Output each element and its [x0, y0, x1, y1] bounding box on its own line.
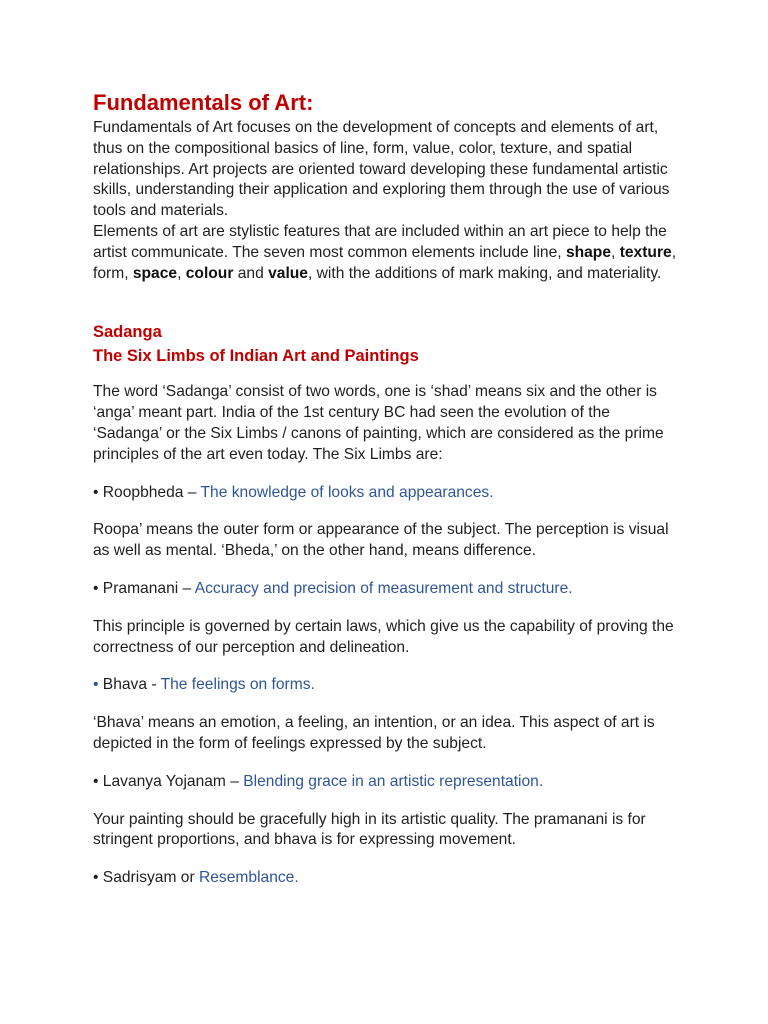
limb-meaning: Resemblance. [199, 869, 299, 887]
limb-separator: or [176, 869, 199, 887]
limb-item-lavanya-yojanam [93, 772, 683, 793]
elements-text-start: Elements of art are stylistic features that are included within an art piece to help the artist communicate. The seven most common elements include line, [93, 222, 667, 261]
limb-description-pramanani: This principle is governed by certain laws, which give us the capability of proving the correctness of our perception and delineation. [93, 617, 674, 656]
limb-description-bhava: ‘Bhava’ means an emotion, a feeling, an intention, or an idea. This aspect of art is depicted in the form of feelings expressed by the subject. [93, 714, 655, 752]
value-term: value [268, 264, 308, 282]
colour-term: colour [185, 264, 234, 282]
limb-name: Pramanani [102, 579, 179, 597]
intro-paragraph-1: Fundamentals of Art focuses on the development of concepts and elements of art, thus on the compositional basics of line, form, value, color, texture, and spatial relationships. Art projects are oriented toward developing these fundamental artistic skills, understanding their application and exploring them through the use of various tools and materials. [93, 119, 670, 220]
bullet: • [93, 483, 103, 501]
limb-meaning: Accuracy and precision of measurement and structure. [194, 579, 573, 597]
limb-item-bhava [93, 675, 683, 696]
limb-separator: - [147, 676, 161, 694]
limb-name: Bhava [102, 676, 148, 694]
limb-item-sadrisyam [93, 868, 683, 889]
sadanga-intro-paragraph: The word ‘Sadanga’ consist of two words, one is ‘shad’ means six and the other is ‘anga’ meant part. India of the 1st century BC had seen the evolution of the ‘Sadanga’ or the Six Limbs / canons of painting, which are considered as the prime principles of the art even today. The Six Limbs are: [93, 383, 664, 463]
bullet: • [93, 869, 103, 887]
section-heading-sadanga: Sadanga [93, 323, 162, 342]
limb-separator: – [178, 579, 195, 597]
limb-item-roopbheda [93, 483, 683, 504]
separator: , [177, 264, 186, 282]
and-text: and [233, 264, 269, 282]
limb-name: Sadrisyam [102, 869, 177, 887]
limb-name: Lavanya Yojanam [102, 772, 226, 790]
limb-description-roopbheda: Roopa’ means the outer form or appearance of the subject. The perception is visual as well as mental. ‘Bheda,’ on the other hand, means difference. [93, 521, 669, 560]
limb-description-lavanya-yojanam: Your painting should be gracefully high in its artistic quality. The pramanani is for stringent proportions, and bhava is for expressing movement. [93, 810, 646, 849]
limb-name: Roopbheda [102, 483, 184, 501]
intro-paragraph-2 [93, 222, 683, 284]
section-subheading-six-limbs: The Six Limbs of Indian Art and Paintings [93, 347, 419, 366]
shape-term: shape [565, 243, 612, 261]
limb-meaning: The feelings on forms. [160, 676, 315, 694]
bullet: • [93, 579, 103, 597]
texture-term: texture [619, 243, 672, 261]
page-title: Fundamentals of Art: [93, 90, 314, 115]
limb-meaning: Blending grace in an artistic representation. [243, 772, 544, 790]
bullet: • [93, 676, 103, 694]
limb-item-pramanani [93, 579, 683, 600]
limb-separator: – [225, 772, 244, 790]
form-text: , form, [93, 243, 677, 282]
bullet: • [93, 772, 103, 790]
space-term: space [132, 264, 178, 282]
separator: , [611, 243, 620, 261]
elements-text-end: , with the additions of mark making, and materiality. [307, 264, 662, 282]
document-page [93, 88, 683, 889]
limb-meaning: The knowledge of looks and appearances. [200, 483, 494, 501]
limb-separator: – [183, 483, 201, 501]
